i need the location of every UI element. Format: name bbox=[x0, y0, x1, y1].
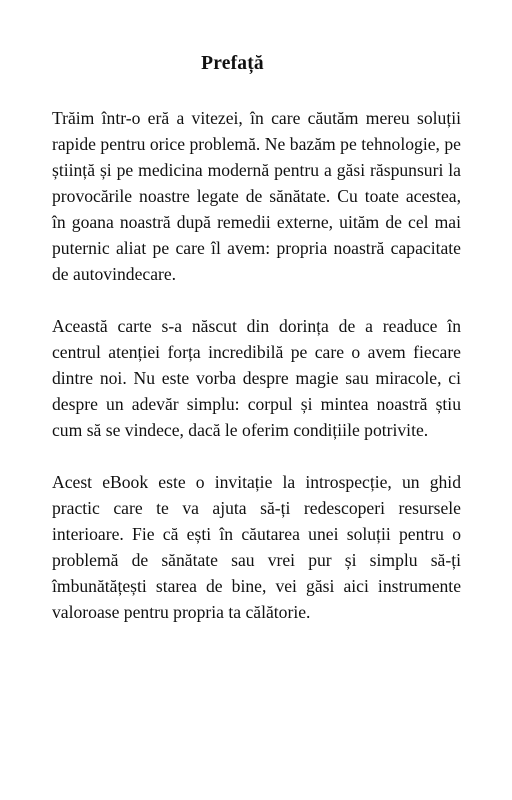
document-body bbox=[52, 105, 461, 651]
paragraph-1: Trăim într-o eră a vitezei, în care căutăm mereu soluții rapide pentru orice problemă. Ne bazăm pe tehnologie, pe știință și pe medicina modernă pentru a găsi răspunsuri la provocările noastre legate de sănătate. Cu toate acestea, în goana noastră după remedii externe, uităm de cel mai puternic aliat pe care îl avem: propria noastră capacitate de autovindecare. bbox=[52, 108, 461, 284]
page-title: Prefață bbox=[201, 53, 264, 74]
paragraph-2: Această carte s-a născut din dorința de a readuce în centrul atenției forța incredibilă pe care o avem fiecare dintre noi. Nu este vorba despre magie sau miracole, ci despre un adevăr simplu: corpul și mintea noastră știu cum să se vindece, dacă le oferim condițiile potrivite. bbox=[52, 316, 461, 440]
paragraph-3: Acest eBook este o invitație la introspecție, un ghid practic care te va ajuta să-ți redescoperi resursele interioare. Fie că ești în căutarea unei soluții pentru o problemă de sănătate sau vrei pur și simplu să-ți îmbunătățești starea de bine, vei găsi aici instrumente valoroase pentru propria ta călătorie. bbox=[52, 472, 461, 622]
